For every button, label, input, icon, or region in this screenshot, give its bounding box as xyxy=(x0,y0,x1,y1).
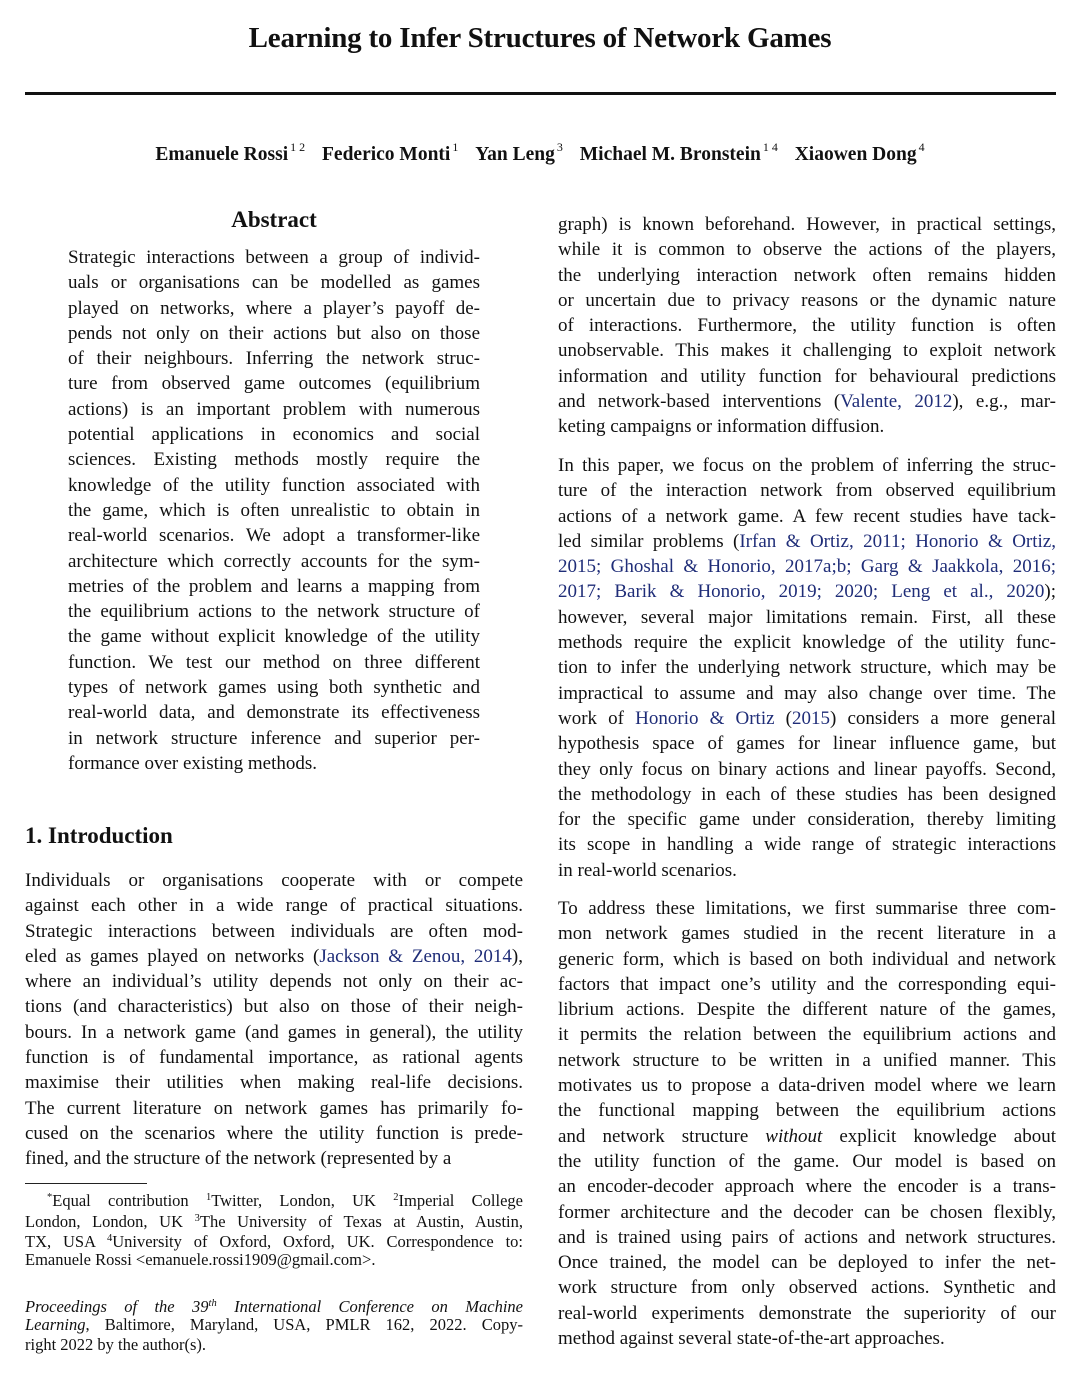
author-name: Michael M. Bronstein xyxy=(579,144,761,165)
text-line: potential applications in economics and social xyxy=(68,424,480,446)
text-line: an encoder-decoder approach where the encoder is a trans- xyxy=(558,1176,1056,1198)
affiliation-footnote xyxy=(25,1188,523,1270)
text-line: real-world scenarios. We adopt a transformer-like xyxy=(68,525,480,547)
title-rule xyxy=(25,92,1056,95)
text-line: real-world data, and demonstrate its effectiveness xyxy=(68,702,480,724)
text-line: it permits the relation between the equilibrium actions and xyxy=(558,1024,1056,1046)
ordinal-suffix: th xyxy=(208,1298,217,1309)
footnote-text: Equal contribution xyxy=(52,1191,206,1210)
author-affiliation-marks: 1 2 xyxy=(290,140,306,154)
text-segment: ); xyxy=(1044,581,1056,603)
text-segment: ), e.g., mar- xyxy=(952,391,1057,413)
text-line: ture of the interaction network from observed equilibrium xyxy=(558,480,1056,502)
author-name: Emanuele Rossi xyxy=(155,144,289,165)
footnote-mark: 3 xyxy=(194,1212,200,1224)
text-line: Once trained, the model can be deployed to infer the net- xyxy=(558,1252,1056,1274)
text-segment: ), xyxy=(511,945,523,967)
abstract-body xyxy=(68,245,480,776)
text-line: in real-world scenarios. xyxy=(558,859,737,881)
footnote-text: Twitter, London, UK xyxy=(211,1191,394,1210)
proceedings-text: , Baltimore, Maryland, USA, PMLR 162, 2022. Copy- xyxy=(85,1314,523,1334)
author-name: Yan Leng xyxy=(475,144,555,165)
text-line: Strategic interactions between individuals are often mod- xyxy=(25,920,523,942)
text-segment: work of xyxy=(558,707,636,729)
author-name: Federico Monti xyxy=(322,144,451,165)
citation-link[interactable]: Honorio & Ortiz xyxy=(635,707,775,729)
text-line xyxy=(558,529,1056,554)
citation-link[interactable]: 2017; Barik & Honorio, 2019; 2020; Leng et al., 2020 xyxy=(558,581,1045,603)
citation-link[interactable]: Irfan & Ortiz, 2011; Honorio & Ortiz, xyxy=(739,530,1056,552)
text-line: the game without explicit knowledge of the utility xyxy=(68,626,480,648)
text-line: of their neighbours. Inferring the network struc- xyxy=(68,348,480,370)
footnote-rule xyxy=(25,1183,147,1184)
author xyxy=(322,140,459,165)
footnote-text: Imperial College xyxy=(398,1191,523,1210)
author-affiliation-marks: 1 xyxy=(452,140,459,154)
text-line: sciences. Existing methods mostly require the xyxy=(68,449,480,471)
text-line xyxy=(25,944,523,969)
text-segment: explicit knowledge about xyxy=(822,1125,1056,1147)
citation-link[interactable]: 2015; Ghoshal & Honorio, 2017a;b; Garg & Jaakkola, 2016; xyxy=(558,556,1056,578)
text-line: generic form, which is based on both individual and network xyxy=(558,948,1056,970)
text-line: against each other in a wide range of practical situations. xyxy=(25,895,523,917)
text-line: work structure from only observed actions. Synthetic and xyxy=(558,1277,1056,1299)
text-line xyxy=(558,579,1056,604)
text-line: real-world experiments demonstrate the superiority of our xyxy=(558,1302,1056,1324)
footnote-text: TX, USA xyxy=(25,1232,107,1251)
text-line: keting campaigns or information diffusion. xyxy=(558,416,885,438)
author xyxy=(475,140,563,165)
text-line: its scope in handling a wide range of strategic interactions xyxy=(558,834,1056,856)
text-line: where an individual’s utility depends not only on their ac- xyxy=(25,971,523,993)
text-line: the methodology in each of these studies has been designed xyxy=(558,783,1056,805)
author-name: Xiaowen Dong xyxy=(794,144,917,165)
footnote-mark: * xyxy=(47,1192,53,1203)
text-line: the utility function of the game. Our model is based on xyxy=(558,1150,1056,1172)
text-line: the functional mapping between the equilibrium actions xyxy=(558,1100,1056,1122)
text-line: while it is common to observe the actions of the players, xyxy=(558,239,1056,261)
text-line: hypothesis space of games for linear influence game, but xyxy=(558,733,1056,755)
text-line: uals or organisations can be modelled as games xyxy=(68,272,480,294)
footnote-mark: 2 xyxy=(393,1192,399,1203)
footnote-mark: 4 xyxy=(106,1233,113,1244)
text-line: the underlying interaction network often remains hidden xyxy=(558,264,1056,286)
text-line: The current literature on network games has primarily fo- xyxy=(25,1097,523,1119)
text-line: To address these limitations, we first summarise three com- xyxy=(558,898,1056,919)
text-line xyxy=(558,389,1056,414)
text-line xyxy=(558,706,1056,731)
text-line: knowledge of the utility function associated with xyxy=(68,474,480,496)
text-line: actions of a network game. A few recent studies have tack- xyxy=(558,505,1056,527)
author-affiliation-marks: 1 4 xyxy=(762,140,778,154)
text-line: in network structure inference and superior per- xyxy=(68,727,480,749)
emphasis-text: without xyxy=(765,1125,823,1147)
text-line: for the specific game under consideration, thereby limiting xyxy=(558,809,1056,831)
text-line: the equilibrium actions to the network structure of xyxy=(68,601,480,623)
author-affiliation-marks: 3 xyxy=(556,140,563,154)
text-line: cused on the scenarios where the utility function is prede- xyxy=(25,1122,523,1144)
text-line: formance over existing methods. xyxy=(68,752,318,774)
footnote-mark: 1 xyxy=(205,1192,212,1203)
footnote-text: London, London, UK xyxy=(25,1211,195,1231)
paper-title: Learning to Infer Structures of Network Games xyxy=(248,22,832,54)
text-line: played on networks, where a player’s payoff de- xyxy=(68,297,480,319)
author-list xyxy=(0,140,1080,166)
text-line: function. We test our method on three different xyxy=(68,651,480,673)
text-line: or uncertain due to privacy reasons or the dynamic nature xyxy=(558,289,1056,311)
citation-link[interactable]: 2015 xyxy=(792,707,831,729)
text-line: In this paper, we focus on the problem of inferring the struc- xyxy=(558,455,1056,476)
text-line: pends not only on their actions but also on those xyxy=(68,322,480,344)
introduction-paragraph-1-continued xyxy=(558,212,1056,440)
text-line: they only focus on binary actions and linear payoffs. Second, xyxy=(558,758,1056,780)
text-line: method against several state-of-the-art approaches. xyxy=(558,1328,945,1350)
text-line: unobservable. This makes it challenging to exploit network xyxy=(558,340,1056,362)
author xyxy=(155,140,306,165)
text-line: types of network games using both synthetic and xyxy=(68,677,480,699)
text-segment: led similar problems ( xyxy=(558,530,740,552)
text-line: mon network games studied in the recent literature in a xyxy=(558,923,1056,945)
abstract-heading: Abstract xyxy=(231,207,317,232)
footnote-text: University of Oxford, Oxford, UK. Correspondence to: xyxy=(112,1232,523,1251)
text-line: ture from observed game outcomes (equilibrium xyxy=(68,373,480,395)
text-line: methods require the explicit knowledge of the utility func- xyxy=(558,632,1056,654)
text-line: information and utility function for behavioural predictions xyxy=(558,365,1056,387)
citation-link[interactable]: Jackson & Zenou, 2014 xyxy=(319,945,512,967)
author xyxy=(579,140,778,165)
text-line: the game, which is often unrealistic to obtain in xyxy=(68,499,480,521)
text-line: function is of fundamental importance, as rational agents xyxy=(25,1047,523,1069)
text-line: factors that impact one’s utility and the corresponding equi- xyxy=(558,973,1056,995)
citation-link[interactable]: Valente, 2012 xyxy=(840,391,953,413)
text-line: graph) is known beforehand. However, in practical settings, xyxy=(558,214,1056,235)
proceedings-notice xyxy=(25,1294,523,1356)
text-line xyxy=(558,1124,1056,1149)
text-line: Individuals or organisations cooperate with or compete xyxy=(25,870,523,891)
text-line: Strategic interactions between a group of individ- xyxy=(68,247,480,268)
text-segment: eled as games played on networks ( xyxy=(25,945,320,967)
text-line: librium actions. Despite the different nature of the games, xyxy=(558,999,1056,1021)
footnote-text: The University of Texas at Austin, Austin, xyxy=(199,1211,523,1231)
text-line: impractical to assume and may also change over time. The xyxy=(558,682,1056,704)
text-line: and is trained using pairs of actions and network structures. xyxy=(558,1226,1056,1248)
text-line: network structure to be written in a unified manner. This xyxy=(558,1049,1056,1071)
text-segment: ( xyxy=(774,707,793,729)
text-segment: and network structure xyxy=(558,1125,766,1147)
text-line: bours. In a network game (and games in general), the utility xyxy=(25,1021,523,1043)
text-segment: and network-based interventions ( xyxy=(558,391,841,413)
text-line: however, several major limitations remain. First, all these xyxy=(558,606,1056,628)
author xyxy=(794,140,925,165)
text-line: tions (and characteristics) but also on those of their neigh- xyxy=(25,996,523,1018)
correspondence-email[interactable]: Emanuele Rossi <emanuele.rossi1909@gmail.com>. xyxy=(25,1249,376,1269)
proceedings-text: International Conference on Machine xyxy=(216,1297,524,1316)
proceedings-text: Learning xyxy=(25,1314,86,1334)
author-affiliation-marks: 4 xyxy=(918,140,925,154)
text-line: architecture which correctly accounts for the sym- xyxy=(68,550,480,572)
text-line xyxy=(558,554,1056,579)
introduction-paragraph-2 xyxy=(558,453,1056,883)
text-line: of interactions. Furthermore, the utility function is often xyxy=(558,315,1056,337)
introduction-paragraph-1 xyxy=(25,868,523,1172)
text-line: maximise their utilities when making real-life decisions. xyxy=(25,1072,523,1094)
introduction-paragraph-3 xyxy=(558,896,1056,1351)
section-heading-introduction: 1. Introduction xyxy=(25,823,173,848)
copyright-text: right 2022 by the author(s). xyxy=(25,1335,207,1354)
proceedings-text: Proceedings of the 39 xyxy=(25,1297,209,1316)
text-segment: ) considers a more general xyxy=(830,707,1056,729)
text-line: metries of the problem and learns a mapping from xyxy=(68,575,480,597)
text-line: tion to infer the underlying network structure, which may be xyxy=(558,657,1056,679)
text-line: motivates us to propose a data-driven model where we learn xyxy=(558,1075,1056,1097)
text-line: fined, and the structure of the network (represented by a xyxy=(25,1148,452,1170)
text-line: former architecture and the decoder can be chosen flexibly, xyxy=(558,1201,1056,1223)
text-line: actions) is an important problem with numerous xyxy=(68,398,480,420)
